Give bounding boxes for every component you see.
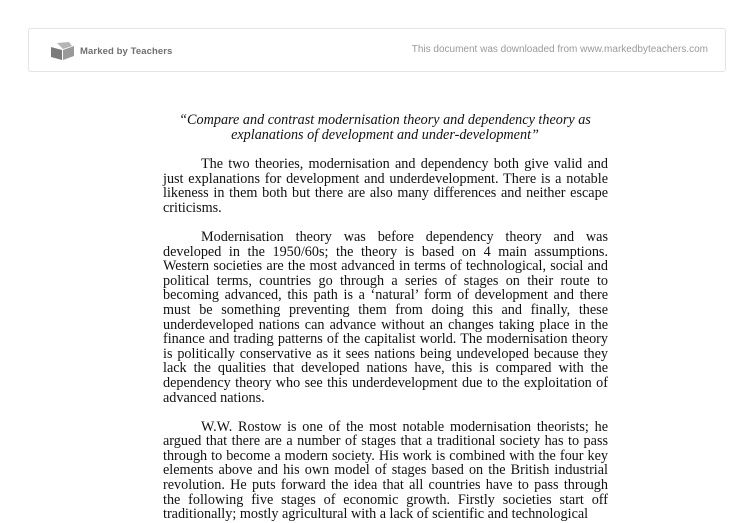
site-header [28,28,726,72]
site-logo[interactable] [49,41,172,61]
document-title [150,113,620,143]
logo-text: Marked by Teachers [80,45,173,57]
document-title-line-2: explanations of development and under-development” [231,127,539,143]
body-paragraph: The two theories, modernisation and dependency both give valid and just explanations for development and underdevelopment. There is a notable likeness in them both but there are also many differences and neither escape criticisms. [163,156,608,216]
body-paragraph: Modernisation theory was before dependency theory and was developed in the 1950/60s; the theory is based on 4 main assumptions. Western societies are the most advanced in terms of technological, social and political terms, countries go through a series of stages on their route to becoming advanced, this path is a ‘natural’ form of development and there must be something preventing them from doing this and finally, these underdeveloped nations can advance without an changes taking place in the finance and trading patterns of the capitalist world. The modernisation theory is politically conservative as it sees nations being undeveloped because they lack the qualities that developed nations have, this is compared with the dependency theory who see this underdevelopment due to the exploitation of advanced nations. [163,228,608,406]
document-body [163,157,608,523]
document-title-line-1: “Compare and contrast modernisation theory and dependency theory as [179,112,591,128]
book-logo-icon [49,41,77,61]
body-paragraph: W.W. Rostow is one of the most notable modernisation theorists; he argued that there are a number of stages that a traditional society has to pass through to become a modern society. His work is combined with the four key elements above and his own model of stages based on the British industrial revolution. He puts forward the idea that all countries have to pass through the following five stages of economic growth. Firstly societies start off traditionally; mostly agricultural with a lack of scientific and technological [163,418,608,523]
download-note: This document was downloaded from www.markedbyteachers.com [411,44,708,55]
